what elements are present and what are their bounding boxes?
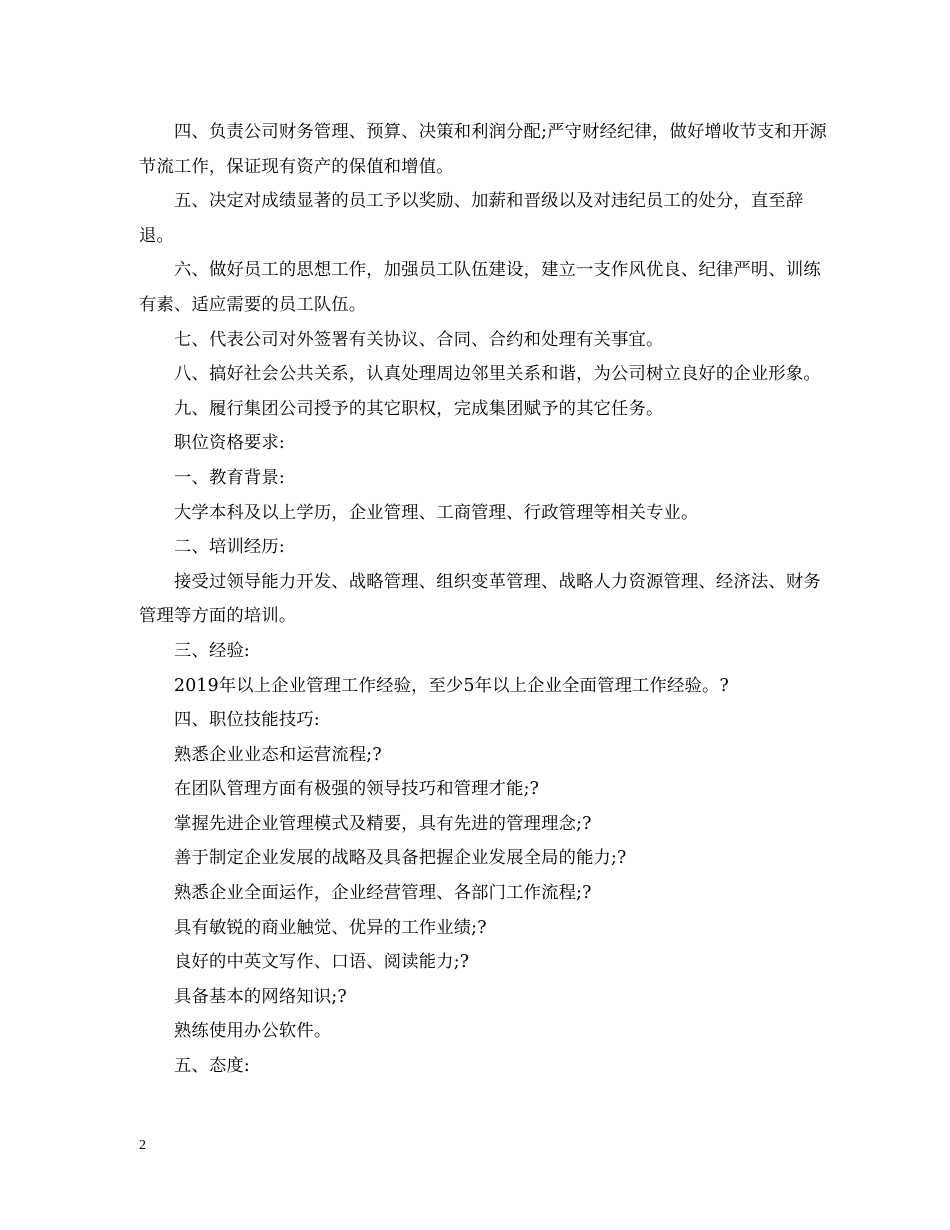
document-body (139, 115, 829, 1084)
paragraph-education: 大学本科及以上学历，企业管理、工商管理、行政管理等相关专业。 (174, 502, 699, 523)
list-item-skill: 熟悉企业业态和运营流程;? (174, 744, 382, 765)
page-number: 2 (139, 1138, 146, 1153)
list-item-skill: 良好的中英文写作、口语、阅读能力;? (174, 952, 470, 973)
paragraph-experience: 2019年以上企业管理工作经验，至少5年以上企业全面管理工作经验。? (174, 675, 729, 696)
paragraph-duty-5: 五、决定对成绩显著的员工予以奖励、加薪和晋级以及对违纪员工的处分，直至辞退。 (139, 191, 804, 246)
section-heading-qualifications: 职位资格要求: (174, 433, 285, 454)
list-item-skill: 熟悉企业全面运作，企业经营管理、各部门工作流程;? (174, 883, 592, 904)
paragraph-training: 接受过领导能力开发、战略管理、组织变革管理、战略人力资源管理、经济法、财务管理等方面的培训。 (139, 571, 821, 627)
subheading-experience: 三、经验: (174, 640, 250, 661)
subheading-skills: 四、职位技能技巧: (174, 710, 320, 731)
list-item-skill: 掌握先进企业管理模式及精要，具有先进的管理理念;? (174, 813, 592, 834)
list-item-skill: 具备基本的网络知识;? (174, 986, 347, 1007)
paragraph-duty-7: 七、代表公司对外签署有关协议、合同、合约和处理有关事宜。 (174, 329, 664, 350)
paragraph-duty-9: 九、履行集团公司授予的其它职权，完成集团赋予的其它任务。 (174, 398, 664, 419)
list-item-skill: 熟练使用办公软件。 (174, 1021, 332, 1042)
paragraph-duty-8: 八、搞好社会公共关系，认真处理周边邻里关系和谐，为公司树立良好的企业形象。 (174, 364, 821, 385)
paragraph-duty-4: 四、负责公司财务管理、预算、决策和利润分配;严守财经纪律，做好增收节支和开源节流工作，保证现有资产的保值和增值。 (139, 122, 827, 177)
paragraph-duty-6: 六、做好员工的思想工作，加强员工队伍建设，建立一支作风优良、纪律严明、训练有素、适应需要的员工队伍。 (139, 260, 821, 315)
subheading-attitude: 五、态度: (174, 1056, 250, 1077)
subheading-education: 一、教育背景: (174, 467, 285, 488)
subheading-training: 二、培训经历: (174, 537, 285, 558)
list-item-skill: 在团队管理方面有极强的领导技巧和管理才能;? (174, 779, 540, 800)
list-item-skill: 善于制定企业发展的战略及具备把握企业发展全局的能力;? (174, 848, 627, 869)
list-item-skill: 具有敏锐的商业触觉、优异的工作业绩;? (174, 917, 487, 938)
